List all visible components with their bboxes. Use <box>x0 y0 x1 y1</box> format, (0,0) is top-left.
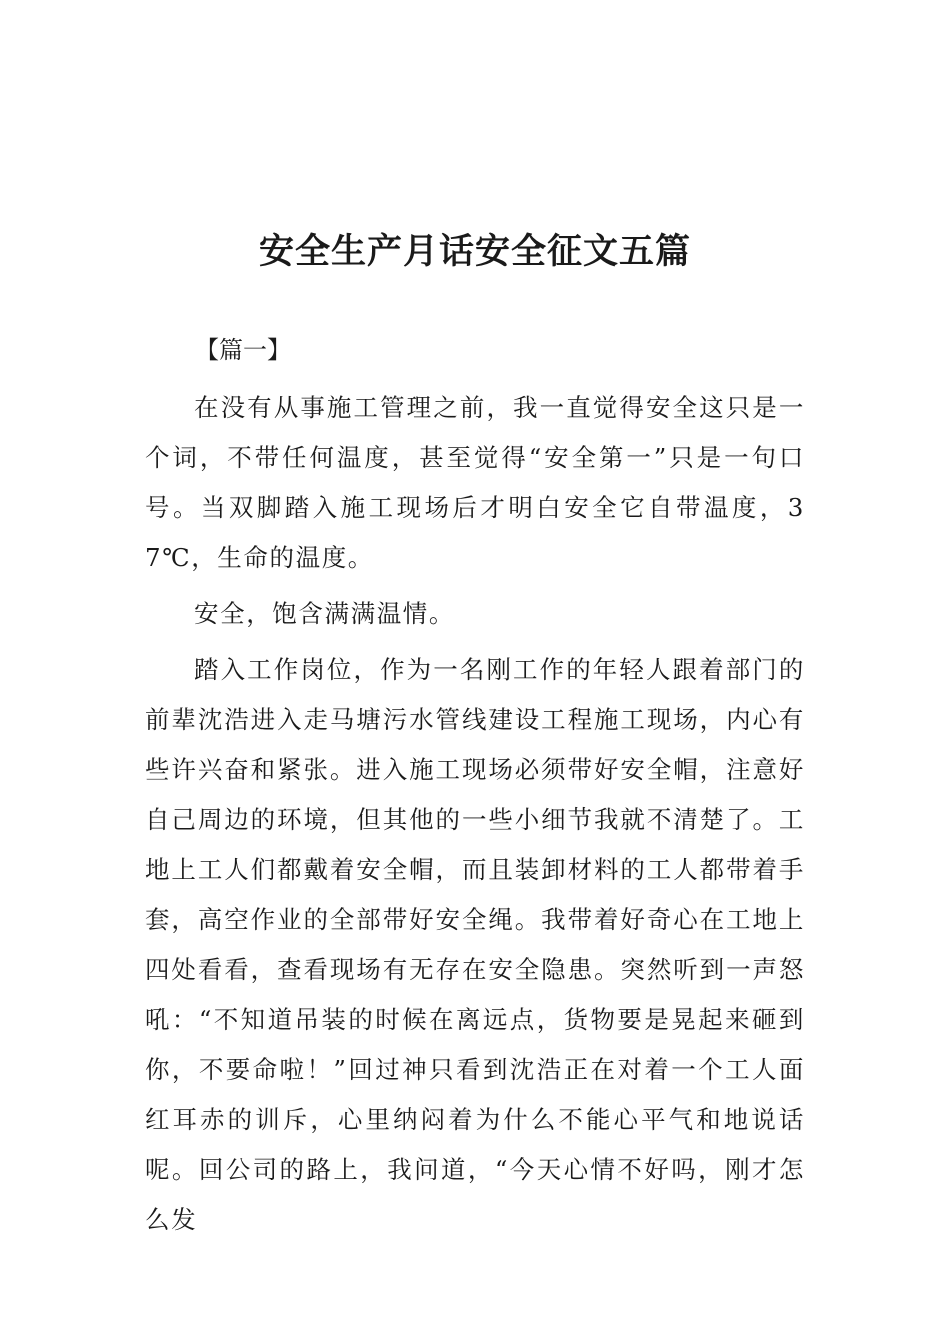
paragraph-intro: 在没有从事施工管理之前，我一直觉得安全这只是一个词，不带任何温度，甚至觉得“安全第一”只是一句口号。当双脚踏入施工现场后才明白安全它自带温度，37℃，生命的温度。 <box>145 393 805 572</box>
section-heading: 【篇一】 <box>195 336 291 364</box>
paragraph-warmth: 安全，饱含满满温情。 <box>194 599 455 628</box>
document-body <box>145 383 805 1245</box>
document-title: 安全生产月话安全征文五篇 <box>258 232 691 272</box>
paragraph-story: 踏入工作岗位，作为一名刚工作的年轻人跟着部门的前辈沈浩进入走马塘污水管线建设工程施工现场，内心有些许兴奋和紧张。进入施工现场必须带好安全帽，注意好自己周边的环境，但其他的一些小细节我就不清楚了。工地上工人们都戴着安全帽，而且装卸材料的工人都带着手套，高空作业的全部带好安全绳。我带着好奇心在工地上四处看看，查看现场有无存在安全隐患。突然听到一声怒吼：“不知道吊装的时候在离远点，货物要是晃起来砸到你，不要命啦！”回过神只看到沈浩正在对着一个工人面红耳赤的训斥，心里纳闷着为什么不能心平气和地说话呢。回公司的路上，我问道，“今天心情不好吗，刚才怎么发 <box>145 655 805 1234</box>
